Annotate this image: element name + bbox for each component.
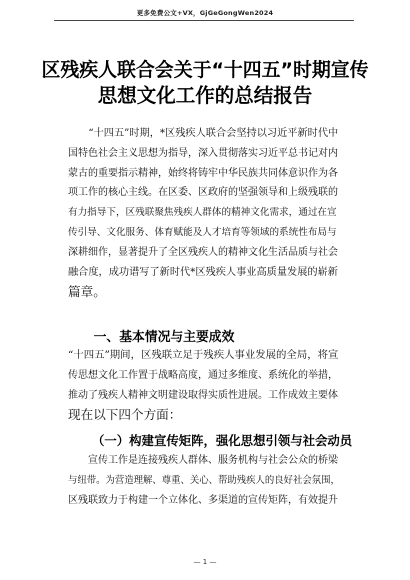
paragraph-line: “十四五”时期，*区残疾人联合会坚持以习近平新时代中 bbox=[68, 128, 339, 139]
title-line-2: 思想文化工作的总结报告 bbox=[97, 84, 313, 107]
document-title bbox=[40, 58, 370, 108]
paragraph-line: 国特色社会主义思想为指导，深入贯彻落实习近平总书记对内 bbox=[68, 147, 338, 159]
page-number: — 1 — bbox=[193, 558, 217, 566]
paragraph-intro bbox=[68, 124, 340, 302]
header-divider bbox=[54, 20, 354, 21]
paragraph-line: 项工作的核心主线。在区委、区政府的坚强领导和上级残联的 bbox=[68, 187, 338, 199]
paragraph-line: 融合度，成功谱写了新时代*区残疾人事业高质量发展的崭新 bbox=[68, 266, 338, 278]
paragraph-line: 篇章。 bbox=[68, 284, 106, 300]
paragraph-line: 与纽带。为营造理解、尊重、关心、帮助残疾人的良好社会氛围， bbox=[68, 474, 340, 486]
paragraph-line: 区残联致力于构建一个立体化、多渠道的宣传矩阵，有效提升 bbox=[68, 494, 338, 506]
paragraph-line: 传引导、文化服务、体育赋能及人才培育等领域的系统性布局与 bbox=[68, 226, 337, 238]
paragraph-publicity bbox=[68, 451, 340, 510]
paragraph-line: 传思想文化工作置于战略高度，通过多维度、系统化的举措， bbox=[68, 369, 338, 381]
paragraph-line: 有力指导下，区残联聚焦残疾人群体的精神文化需求，通过在宣 bbox=[68, 207, 337, 219]
header-note: 更多免费公文+VX，GjGeGongWen2024 bbox=[136, 9, 274, 17]
section-heading: 一、基本情况与主要成效 bbox=[68, 330, 235, 345]
paragraph-line: 推动了残疾人精神文明建设取得实质性进展。工作成效主要体 bbox=[68, 389, 338, 401]
title-line-1: 区残疾人联合会关于“十四五”时期宣传 bbox=[41, 59, 369, 81]
paragraph-line: 深耕细作，显著提升了全区残疾人的精神文化生活品质与社会 bbox=[68, 246, 338, 258]
paragraph-line: 现在以下四个方面： bbox=[68, 407, 182, 423]
paragraph-line: “十四五”期间，区残联立足于残疾人事业发展的全局，将宣 bbox=[68, 349, 339, 361]
paragraph-overview bbox=[68, 346, 340, 425]
paragraph-line: 蒙古的重要指示精神，始终将铸牢中华民族共同体意识作为各 bbox=[68, 167, 338, 179]
subsection-heading: （一）构建宣传矩阵，强化思想引领与社会动员 bbox=[92, 433, 353, 448]
paragraph-line: 宣传工作是连接残疾人群体、服务机构与社会公众的桥梁 bbox=[68, 455, 338, 466]
